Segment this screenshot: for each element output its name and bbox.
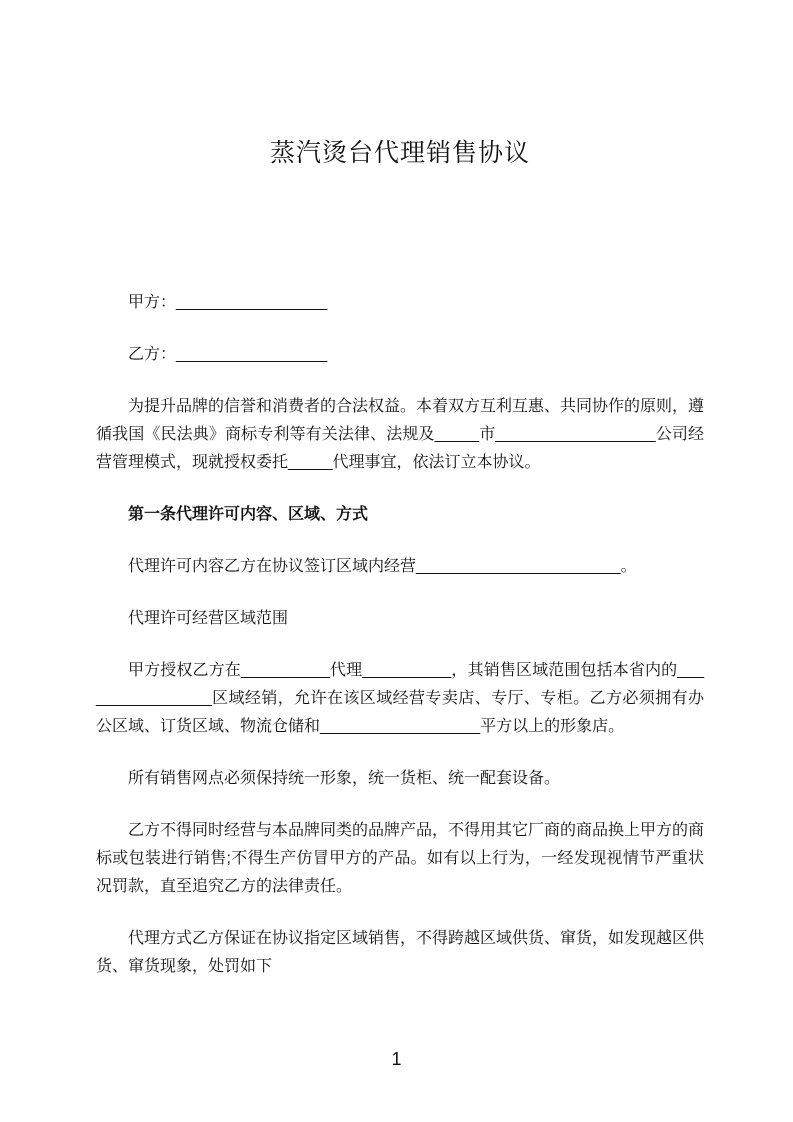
party-a-field-line: 甲方：_________________ xyxy=(128,294,328,311)
page-number: 1 xyxy=(391,1049,402,1069)
license-content-clause: 代理许可内容乙方在协议签订区域内经营_______________________。 xyxy=(128,558,637,575)
agency-method-clause: 代理方式乙方保证在协议指定区域销售，不得跨越区域供货、窜货，如发现越区供货、窜货现象，处罚如下 xyxy=(96,930,705,975)
article-1-heading: 第一条代理许可内容、区域、方式 xyxy=(128,506,369,523)
authorization-region-clause: 甲方授权乙方在__________代理__________，其销售区域范围包括本省内的________________区域经销，允许在该区域经营专卖店、专厅、专柜。乙方必须拥有办公区域、订货区域、物流仓储和__________________平方以上的形象店。 xyxy=(96,662,704,735)
document-title: 蒸汽烫台代理销售协议 xyxy=(269,139,530,167)
party-b-field-line: 乙方：_________________ xyxy=(128,346,328,363)
license-region-heading: 代理许可经营区域范围 xyxy=(128,610,289,627)
non-compete-clause: 乙方不得同时经营与本品牌同类的品牌产品，不得用其它厂商的商品换上甲方的商标或包装进行销售;不得生产仿冒甲方的产品。如有以上行为，一经发现视情节严重状况罚款，直至追究乙方的法律责任。 xyxy=(96,822,705,895)
preamble-paragraph: 为提升品牌的信誉和消费者的合法权益。本着双方互利互惠、共同协作的原则，遵循我国《民法典》商标专利等有关法律、法规及_____市__________________公司经营管理模式，现就授权委托_____代理事宜，依法订立本协议。 xyxy=(96,398,705,471)
unified-image-clause: 所有销售网点必须保持统一形象，统一货柜、统一配套设备。 xyxy=(128,770,561,787)
